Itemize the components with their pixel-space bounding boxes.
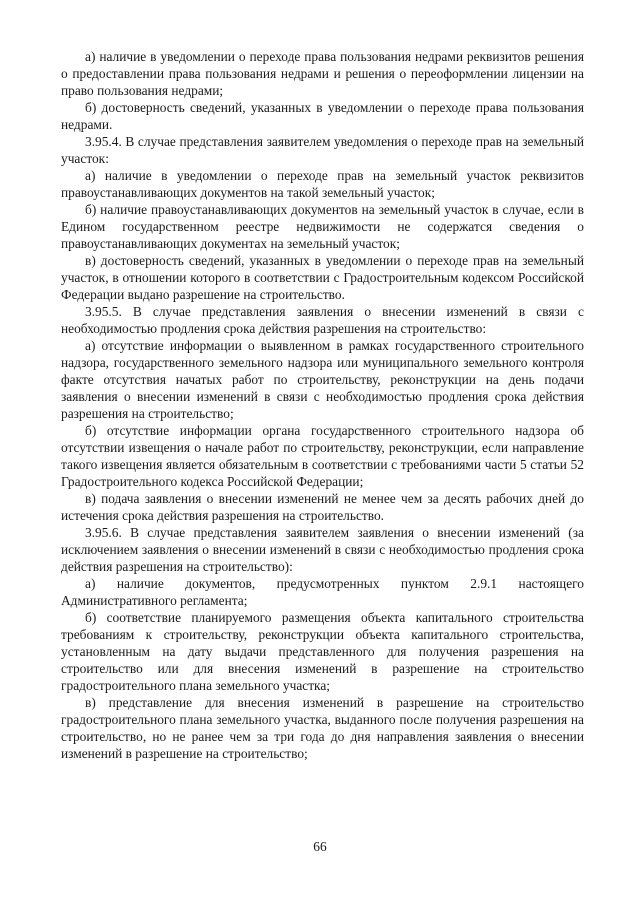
- section-paragraph: 3.95.5. В случае представления заявления о внесении изменений в связи с необходимостью продления срока действия разрешения на строительство:: [61, 304, 584, 336]
- paragraph: б) достоверность сведений, указанных в уведомлении о переходе права пользования недрами.: [61, 100, 584, 132]
- paragraph: а) наличие документов, предусмотренных пунктом 2.9.1 настоящего Административного регламента;: [61, 576, 584, 608]
- paragraph: в) представление для внесения изменений в разрешение на строительство градостроительного плана земельного участка, выданного после получения разрешения на строительство, но не ранее чем за три года до дня направления заявления о внесении изменений в разрешение на строительство;: [61, 695, 584, 761]
- paragraph: б) наличие правоустанавливающих документов на земельный участок в случае, если в Едином государственном реестре недвижимости не содержатся сведения о правоустанавливающих документах на земельный участок;: [61, 202, 584, 251]
- paragraph: а) отсутствие информации о выявленном в рамках государственного строительного надзора, государственного земельного надзора или муниципального земельного контроля факте отсутствия начатых работ по строительству, реконструкции на день подачи заявления о внесении изменений в связи с необходимостью продления срока действия разрешения на строительство;: [61, 338, 584, 421]
- page-body: [61, 48, 584, 762]
- paragraph: б) отсутствие информации органа государственного строительного надзора об отсутствии извещения о начале работ по строительству, реконструкции, если направление такого извещения является обязательным в соответствии с требованиями части 5 статьи 52 Градостроительного кодекса Российской Федерации;: [61, 423, 584, 489]
- paragraph: а) наличие в уведомлении о переходе права пользования недрами реквизитов решения о предоставлении права пользования недрами и решения о переоформлении лицензии на право пользования недрами;: [61, 49, 584, 98]
- paragraph: в) подача заявления о внесении изменений не менее чем за десять рабочих дней до истечения срока действия разрешения на строительство.: [61, 491, 584, 523]
- section-paragraph: 3.95.4. В случае представления заявителем уведомления о переходе прав на земельный участок:: [61, 134, 584, 166]
- paragraph: а) наличие в уведомлении о переходе прав на земельный участок реквизитов правоустанавливающих документов на такой земельный участок;: [61, 168, 584, 200]
- page-number: 66: [313, 839, 327, 854]
- paragraph: в) достоверность сведений, указанных в уведомлении о переходе прав на земельный участок, в отношении которого в соответствии с Градостроительным кодексом Российской Федерации выдано разрешение на строительство.: [61, 253, 584, 302]
- section-paragraph: 3.95.6. В случае представления заявителем заявления о внесении изменений (за исключением заявления о внесении изменений в связи с необходимостью продления срока действия разрешения на строительство):: [61, 525, 584, 574]
- paragraph: б) соответствие планируемого размещения объекта капитального строительства требованиям к строительству, реконструкции объекта капитального строительства, установленным на дату выдачи представленного для получения разрешения на строительство или для внесения изменений в разрешение на строительство градостроительного плана земельного участка;: [61, 610, 584, 693]
